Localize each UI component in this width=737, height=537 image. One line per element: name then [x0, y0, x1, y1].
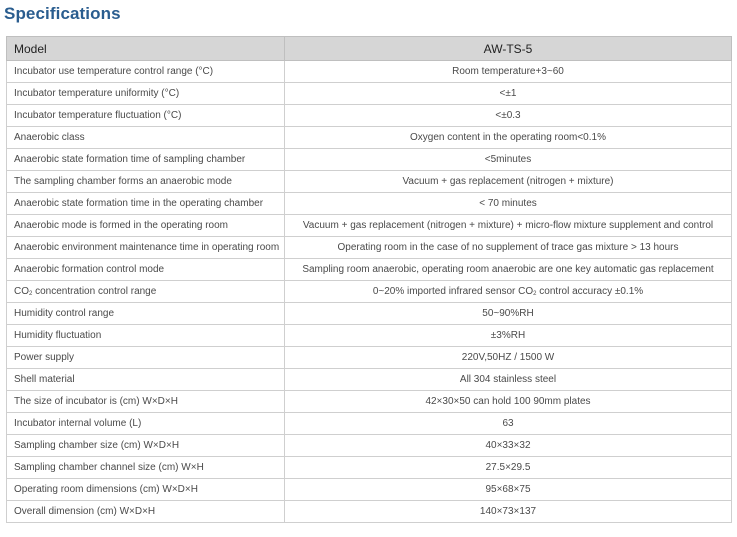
param-cell: Operating room dimensions (cm) W×D×H	[7, 479, 285, 501]
param-cell: Overall dimension (cm) W×D×H	[7, 501, 285, 523]
value-cell: Operating room in the case of no supplement of trace gas mixture > 13 hours	[285, 237, 732, 259]
param-cell: Anaerobic formation control mode	[7, 259, 285, 281]
table-row	[7, 347, 732, 369]
param-cell: Shell material	[7, 369, 285, 391]
param-cell: Incubator internal volume (L)	[7, 413, 285, 435]
subscript-text: 2	[533, 291, 537, 297]
subscript-text: 2	[29, 291, 33, 297]
table-row	[7, 193, 732, 215]
value-cell: < 70 minutes	[285, 193, 732, 215]
value-cell: Oxygen content in the operating room<0.1%	[285, 127, 732, 149]
table-row	[7, 149, 732, 171]
param-cell: Anaerobic state formation time in the operating chamber	[7, 193, 285, 215]
value-cell: Vacuum + gas replacement (nitrogen + mixture)	[285, 171, 732, 193]
table-row	[7, 237, 732, 259]
value-cell: <±1	[285, 83, 732, 105]
value-cell: ±3%RH	[285, 325, 732, 347]
table-row	[7, 105, 732, 127]
value-cell: All 304 stainless steel	[285, 369, 732, 391]
value-cell: 63	[285, 413, 732, 435]
value-cell: Sampling room anaerobic, operating room anaerobic are one key automatic gas replacement	[285, 259, 732, 281]
table-row	[7, 369, 732, 391]
param-cell: Anaerobic mode is formed in the operating room	[7, 215, 285, 237]
table-row	[7, 171, 732, 193]
param-cell: Sampling chamber channel size (cm) W×H	[7, 457, 285, 479]
table-row	[7, 413, 732, 435]
param-cell: Anaerobic class	[7, 127, 285, 149]
table-row	[7, 391, 732, 413]
table-row	[7, 259, 732, 281]
param-cell: Anaerobic state formation time of sampling chamber	[7, 149, 285, 171]
value-cell: <±0.3	[285, 105, 732, 127]
param-cell: The sampling chamber forms an anaerobic mode	[7, 171, 285, 193]
table-row	[7, 435, 732, 457]
table-row	[7, 61, 732, 83]
param-cell: Incubator use temperature control range (°C)	[7, 61, 285, 83]
specifications-table	[6, 36, 732, 523]
value-cell: 140×73×137	[285, 501, 732, 523]
param-cell: Power supply	[7, 347, 285, 369]
param-cell: Sampling chamber size (cm) W×D×H	[7, 435, 285, 457]
param-text: concentration control range	[32, 286, 157, 297]
value-cell	[285, 281, 732, 303]
table-row	[7, 83, 732, 105]
value-cell: 220V,50HZ / 1500 W	[285, 347, 732, 369]
model-label: Model	[7, 37, 285, 61]
value-cell: 27.5×29.5	[285, 457, 732, 479]
table-row	[7, 127, 732, 149]
table-row	[7, 325, 732, 347]
value-cell: Room temperature+3~60	[285, 61, 732, 83]
param-cell: Anaerobic environment maintenance time in operating room	[7, 237, 285, 259]
value-cell: <5minutes	[285, 149, 732, 171]
value-cell: Vacuum + gas replacement (nitrogen + mixture) + micro-flow mixture supplement and control	[285, 215, 732, 237]
param-cell	[7, 281, 285, 303]
param-cell: Humidity control range	[7, 303, 285, 325]
table-row	[7, 479, 732, 501]
value-cell: 42×30×50 can hold 100 90mm plates	[285, 391, 732, 413]
table-row	[7, 303, 732, 325]
param-cell: Humidity fluctuation	[7, 325, 285, 347]
table-row	[7, 457, 732, 479]
model-value: AW-TS-5	[285, 37, 732, 61]
table-header-row	[7, 37, 732, 61]
param-cell: Incubator temperature fluctuation (°C)	[7, 105, 285, 127]
param-cell: The size of incubator is (cm) W×D×H	[7, 391, 285, 413]
table-row	[7, 281, 732, 303]
param-text: CO	[14, 286, 29, 297]
value-text: control accuracy ±0.1%	[536, 286, 644, 297]
table-row	[7, 501, 732, 523]
page-title: Specifications	[4, 4, 121, 23]
value-cell: 40×33×32	[285, 435, 732, 457]
table-row	[7, 215, 732, 237]
value-text: 0~20% imported infrared sensor CO	[372, 286, 534, 297]
param-cell: Incubator temperature uniformity (°C)	[7, 83, 285, 105]
value-cell: 50~90%RH	[285, 303, 732, 325]
value-cell: 95×68×75	[285, 479, 732, 501]
